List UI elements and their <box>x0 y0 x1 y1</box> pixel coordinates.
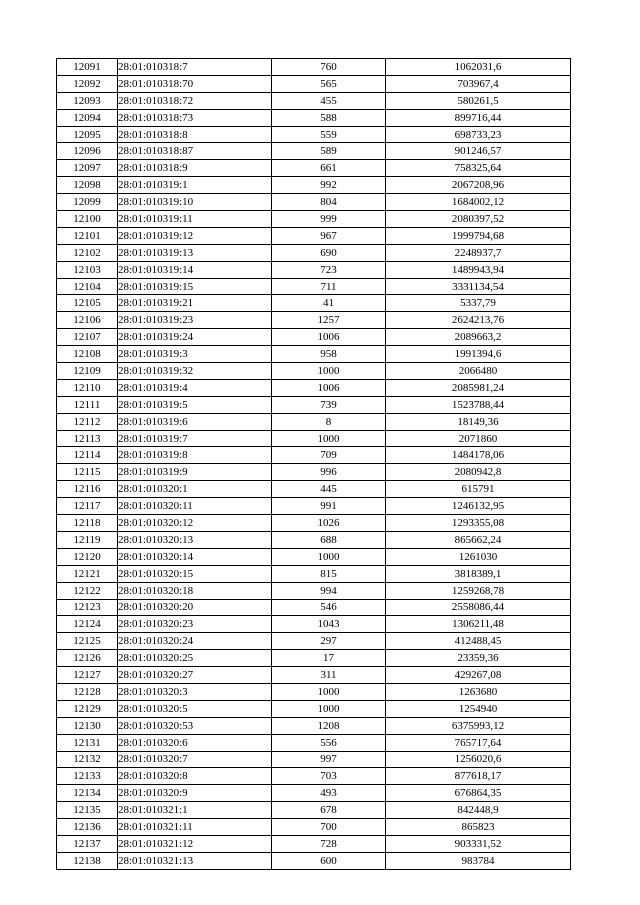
table-row <box>57 683 571 700</box>
row-number-cell: 12121 <box>57 565 118 582</box>
row-number-cell: 12136 <box>57 819 118 836</box>
cadastral-number-cell: 28:01:010320:24 <box>118 633 272 650</box>
table-row <box>57 616 571 633</box>
cadastral-value-cell: 18149,36 <box>386 413 571 430</box>
table-body <box>57 59 571 870</box>
table-row <box>57 717 571 734</box>
cadastral-number-cell: 28:01:010320:3 <box>118 683 272 700</box>
cadastral-value-cell: 698733,23 <box>386 126 571 143</box>
area-cell: 559 <box>272 126 386 143</box>
area-cell: 565 <box>272 75 386 92</box>
area-cell: 996 <box>272 464 386 481</box>
cadastral-number-cell: 28:01:010319:24 <box>118 329 272 346</box>
area-cell: 493 <box>272 785 386 802</box>
area-cell: 804 <box>272 194 386 211</box>
cadastral-number-cell: 28:01:010319:6 <box>118 413 272 430</box>
row-number-cell: 12114 <box>57 447 118 464</box>
cadastral-number-cell: 28:01:010321:11 <box>118 819 272 836</box>
row-number-cell: 12126 <box>57 650 118 667</box>
row-number-cell: 12133 <box>57 768 118 785</box>
cadastral-number-cell: 28:01:010319:1 <box>118 177 272 194</box>
cadastral-value-cell: 5337,79 <box>386 295 571 312</box>
area-cell: 311 <box>272 667 386 684</box>
cadastral-number-cell: 28:01:010319:14 <box>118 261 272 278</box>
area-cell: 1000 <box>272 548 386 565</box>
row-number-cell: 12096 <box>57 143 118 160</box>
row-number-cell: 12100 <box>57 211 118 228</box>
area-cell: 1026 <box>272 515 386 532</box>
cadastral-number-cell: 28:01:010320:1 <box>118 481 272 498</box>
cadastral-number-cell: 28:01:010318:72 <box>118 92 272 109</box>
table-row <box>57 430 571 447</box>
cadastral-value-cell: 2067208,96 <box>386 177 571 194</box>
row-number-cell: 12116 <box>57 481 118 498</box>
table-row <box>57 650 571 667</box>
cadastral-value-cell: 1062031,6 <box>386 59 571 76</box>
cadastral-number-cell: 28:01:010318:9 <box>118 160 272 177</box>
table-row <box>57 852 571 869</box>
row-number-cell: 12103 <box>57 261 118 278</box>
row-number-cell: 12098 <box>57 177 118 194</box>
cadastral-value-cell: 2624213,76 <box>386 312 571 329</box>
table-row <box>57 396 571 413</box>
table-row <box>57 498 571 515</box>
table-row <box>57 582 571 599</box>
cadastral-value-cell: 758325,64 <box>386 160 571 177</box>
table-row <box>57 211 571 228</box>
row-number-cell: 12101 <box>57 227 118 244</box>
row-number-cell: 12135 <box>57 802 118 819</box>
area-cell: 1257 <box>272 312 386 329</box>
table-row <box>57 819 571 836</box>
cadastral-number-cell: 28:01:010318:7 <box>118 59 272 76</box>
cadastral-number-cell: 28:01:010320:27 <box>118 667 272 684</box>
cadastral-number-cell: 28:01:010319:15 <box>118 278 272 295</box>
cadastral-number-cell: 28:01:010318:73 <box>118 109 272 126</box>
table-row <box>57 75 571 92</box>
row-number-cell: 12097 <box>57 160 118 177</box>
table-row <box>57 802 571 819</box>
table-row <box>57 548 571 565</box>
cadastral-value-cell: 842448,9 <box>386 802 571 819</box>
cadastral-value-table <box>56 58 571 870</box>
area-cell: 1006 <box>272 329 386 346</box>
cadastral-number-cell: 28:01:010319:21 <box>118 295 272 312</box>
row-number-cell: 12120 <box>57 548 118 565</box>
cadastral-number-cell: 28:01:010320:5 <box>118 700 272 717</box>
cadastral-value-cell: 580261,5 <box>386 92 571 109</box>
cadastral-value-cell: 1263680 <box>386 683 571 700</box>
area-cell: 690 <box>272 244 386 261</box>
cadastral-value-cell: 1306211,48 <box>386 616 571 633</box>
row-number-cell: 12104 <box>57 278 118 295</box>
cadastral-value-cell: 899716,44 <box>386 109 571 126</box>
table-row <box>57 363 571 380</box>
cadastral-value-cell: 865662,24 <box>386 531 571 548</box>
cadastral-value-cell: 903331,52 <box>386 835 571 852</box>
row-number-cell: 12110 <box>57 379 118 396</box>
area-cell: 991 <box>272 498 386 515</box>
area-cell: 546 <box>272 599 386 616</box>
area-cell: 445 <box>272 481 386 498</box>
cadastral-number-cell: 28:01:010319:11 <box>118 211 272 228</box>
cadastral-number-cell: 28:01:010321:1 <box>118 802 272 819</box>
area-cell: 703 <box>272 768 386 785</box>
row-number-cell: 12131 <box>57 734 118 751</box>
cadastral-value-cell: 765717,64 <box>386 734 571 751</box>
cadastral-value-cell: 429267,08 <box>386 667 571 684</box>
table-row <box>57 599 571 616</box>
row-number-cell: 12123 <box>57 599 118 616</box>
cadastral-number-cell: 28:01:010320:14 <box>118 548 272 565</box>
area-cell: 556 <box>272 734 386 751</box>
cadastral-number-cell: 28:01:010319:23 <box>118 312 272 329</box>
table-row <box>57 565 571 582</box>
area-cell: 1000 <box>272 700 386 717</box>
cadastral-number-cell: 28:01:010318:87 <box>118 143 272 160</box>
area-cell: 728 <box>272 835 386 852</box>
row-number-cell: 12095 <box>57 126 118 143</box>
cadastral-number-cell: 28:01:010320:9 <box>118 785 272 802</box>
row-number-cell: 12113 <box>57 430 118 447</box>
table-row <box>57 227 571 244</box>
table-row <box>57 413 571 430</box>
cadastral-value-cell: 2071860 <box>386 430 571 447</box>
cadastral-number-cell: 28:01:010320:53 <box>118 717 272 734</box>
cadastral-number-cell: 28:01:010318:8 <box>118 126 272 143</box>
cadastral-number-cell: 28:01:010320:18 <box>118 582 272 599</box>
cadastral-value-cell: 1484178,06 <box>386 447 571 464</box>
table-row <box>57 515 571 532</box>
table-row <box>57 109 571 126</box>
table-row <box>57 244 571 261</box>
area-cell: 997 <box>272 751 386 768</box>
row-number-cell: 12128 <box>57 683 118 700</box>
cadastral-value-cell: 2085981,24 <box>386 379 571 396</box>
cadastral-number-cell: 28:01:010319:5 <box>118 396 272 413</box>
cadastral-value-cell: 1256020,6 <box>386 751 571 768</box>
cadastral-value-cell: 1293355,08 <box>386 515 571 532</box>
row-number-cell: 12112 <box>57 413 118 430</box>
area-cell: 41 <box>272 295 386 312</box>
area-cell: 967 <box>272 227 386 244</box>
area-cell: 455 <box>272 92 386 109</box>
cadastral-number-cell: 28:01:010320:20 <box>118 599 272 616</box>
table-row <box>57 667 571 684</box>
area-cell: 723 <box>272 261 386 278</box>
cadastral-number-cell: 28:01:010320:8 <box>118 768 272 785</box>
table-row <box>57 531 571 548</box>
cadastral-value-cell: 1999794,68 <box>386 227 571 244</box>
area-cell: 994 <box>272 582 386 599</box>
table-row <box>57 295 571 312</box>
cadastral-value-cell: 1254940 <box>386 700 571 717</box>
row-number-cell: 12092 <box>57 75 118 92</box>
row-number-cell: 12099 <box>57 194 118 211</box>
area-cell: 958 <box>272 346 386 363</box>
row-number-cell: 12115 <box>57 464 118 481</box>
row-number-cell: 12093 <box>57 92 118 109</box>
cadastral-value-cell: 3818389,1 <box>386 565 571 582</box>
cadastral-value-cell: 1991394,6 <box>386 346 571 363</box>
table-row <box>57 194 571 211</box>
row-number-cell: 12118 <box>57 515 118 532</box>
cadastral-value-cell: 983784 <box>386 852 571 869</box>
table-row <box>57 785 571 802</box>
table-row <box>57 346 571 363</box>
area-cell: 815 <box>272 565 386 582</box>
row-number-cell: 12134 <box>57 785 118 802</box>
row-number-cell: 12091 <box>57 59 118 76</box>
table-row <box>57 768 571 785</box>
table-row <box>57 261 571 278</box>
cadastral-number-cell: 28:01:010320:13 <box>118 531 272 548</box>
row-number-cell: 12119 <box>57 531 118 548</box>
area-cell: 760 <box>272 59 386 76</box>
table-row <box>57 92 571 109</box>
cadastral-value-cell: 3331134,54 <box>386 278 571 295</box>
table-row <box>57 278 571 295</box>
row-number-cell: 12129 <box>57 700 118 717</box>
area-cell: 739 <box>272 396 386 413</box>
area-cell: 588 <box>272 109 386 126</box>
table-row <box>57 379 571 396</box>
cadastral-value-cell: 2558086,44 <box>386 599 571 616</box>
cadastral-number-cell: 28:01:010321:13 <box>118 852 272 869</box>
cadastral-value-cell: 412488,45 <box>386 633 571 650</box>
cadastral-value-cell: 2089663,2 <box>386 329 571 346</box>
area-cell: 709 <box>272 447 386 464</box>
row-number-cell: 12132 <box>57 751 118 768</box>
table-row <box>57 160 571 177</box>
cadastral-value-cell: 23359,36 <box>386 650 571 667</box>
area-cell: 1208 <box>272 717 386 734</box>
row-number-cell: 12127 <box>57 667 118 684</box>
cadastral-value-cell: 1489943,94 <box>386 261 571 278</box>
cadastral-value-cell: 1261030 <box>386 548 571 565</box>
area-cell: 1000 <box>272 683 386 700</box>
cadastral-value-cell: 703967,4 <box>386 75 571 92</box>
area-cell: 1006 <box>272 379 386 396</box>
table-row <box>57 633 571 650</box>
table-row <box>57 700 571 717</box>
cadastral-number-cell: 28:01:010321:12 <box>118 835 272 852</box>
cadastral-number-cell: 28:01:010319:32 <box>118 363 272 380</box>
area-cell: 992 <box>272 177 386 194</box>
table-row <box>57 464 571 481</box>
cadastral-value-cell: 1259268,78 <box>386 582 571 599</box>
row-number-cell: 12102 <box>57 244 118 261</box>
area-cell: 700 <box>272 819 386 836</box>
row-number-cell: 12124 <box>57 616 118 633</box>
table-row <box>57 59 571 76</box>
cadastral-value-cell: 2080397,52 <box>386 211 571 228</box>
row-number-cell: 12122 <box>57 582 118 599</box>
row-number-cell: 12130 <box>57 717 118 734</box>
cadastral-number-cell: 28:01:010320:7 <box>118 751 272 768</box>
cadastral-number-cell: 28:01:010319:10 <box>118 194 272 211</box>
cadastral-number-cell: 28:01:010320:25 <box>118 650 272 667</box>
row-number-cell: 12117 <box>57 498 118 515</box>
table-row <box>57 835 571 852</box>
row-number-cell: 12105 <box>57 295 118 312</box>
area-cell: 999 <box>272 211 386 228</box>
cadastral-value-cell: 676864,35 <box>386 785 571 802</box>
area-cell: 661 <box>272 160 386 177</box>
table-row <box>57 329 571 346</box>
table-row <box>57 481 571 498</box>
row-number-cell: 12106 <box>57 312 118 329</box>
cadastral-value-cell: 2248937,7 <box>386 244 571 261</box>
area-cell: 1043 <box>272 616 386 633</box>
area-cell: 678 <box>272 802 386 819</box>
row-number-cell: 12107 <box>57 329 118 346</box>
cadastral-value-cell: 901246,57 <box>386 143 571 160</box>
table-row <box>57 447 571 464</box>
table-row <box>57 312 571 329</box>
cadastral-number-cell: 28:01:010318:70 <box>118 75 272 92</box>
area-cell: 600 <box>272 852 386 869</box>
row-number-cell: 12109 <box>57 363 118 380</box>
cadastral-value-cell: 2080942,8 <box>386 464 571 481</box>
row-number-cell: 12138 <box>57 852 118 869</box>
cadastral-value-cell: 877618,17 <box>386 768 571 785</box>
cadastral-number-cell: 28:01:010319:3 <box>118 346 272 363</box>
cadastral-number-cell: 28:01:010320:23 <box>118 616 272 633</box>
area-cell: 1000 <box>272 430 386 447</box>
cadastral-value-cell: 615791 <box>386 481 571 498</box>
table-row <box>57 734 571 751</box>
row-number-cell: 12111 <box>57 396 118 413</box>
area-cell: 297 <box>272 633 386 650</box>
row-number-cell: 12125 <box>57 633 118 650</box>
row-number-cell: 12108 <box>57 346 118 363</box>
cadastral-number-cell: 28:01:010319:8 <box>118 447 272 464</box>
cadastral-number-cell: 28:01:010319:7 <box>118 430 272 447</box>
cadastral-value-cell: 1523788,44 <box>386 396 571 413</box>
cadastral-value-cell: 1684002,12 <box>386 194 571 211</box>
cadastral-value-cell: 2066480 <box>386 363 571 380</box>
row-number-cell: 12094 <box>57 109 118 126</box>
cadastral-value-cell: 865823 <box>386 819 571 836</box>
table-row <box>57 143 571 160</box>
table-row <box>57 126 571 143</box>
cadastral-number-cell: 28:01:010320:6 <box>118 734 272 751</box>
cadastral-number-cell: 28:01:010319:4 <box>118 379 272 396</box>
area-cell: 17 <box>272 650 386 667</box>
cadastral-number-cell: 28:01:010320:12 <box>118 515 272 532</box>
table-row <box>57 751 571 768</box>
cadastral-number-cell: 28:01:010319:9 <box>118 464 272 481</box>
row-number-cell: 12137 <box>57 835 118 852</box>
area-cell: 589 <box>272 143 386 160</box>
area-cell: 1000 <box>272 363 386 380</box>
cadastral-number-cell: 28:01:010319:13 <box>118 244 272 261</box>
cadastral-number-cell: 28:01:010320:15 <box>118 565 272 582</box>
cadastral-number-cell: 28:01:010320:11 <box>118 498 272 515</box>
area-cell: 711 <box>272 278 386 295</box>
area-cell: 8 <box>272 413 386 430</box>
cadastral-number-cell: 28:01:010319:12 <box>118 227 272 244</box>
area-cell: 688 <box>272 531 386 548</box>
cadastral-value-cell: 6375993,12 <box>386 717 571 734</box>
table-row <box>57 177 571 194</box>
cadastral-value-cell: 1246132,95 <box>386 498 571 515</box>
